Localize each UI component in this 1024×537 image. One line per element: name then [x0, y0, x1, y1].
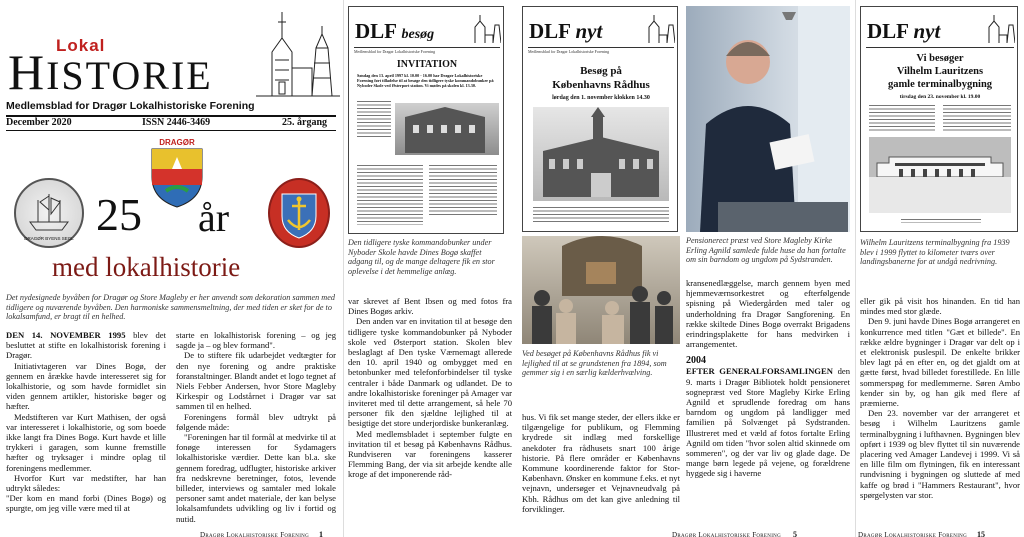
- terminal-photo: [869, 137, 1011, 213]
- caption-raadhus: Ved besøget på Københavns Rådhus fik vi lejlighed til at se grundstenen fra 1894, som gemmer sig i en særlig kælderhvælving.: [522, 349, 667, 378]
- page15-footer: [858, 524, 985, 537]
- page5-col2: [522, 412, 680, 514]
- anniversary-word: år: [198, 195, 230, 240]
- invitation-heading: INVITATION: [396, 59, 458, 70]
- speaker-photo: [686, 6, 850, 232]
- raadhus-visit-photo: [522, 236, 680, 344]
- logo-rest: ISTORIE: [46, 53, 213, 98]
- footer-text: Dragør Lokalhistoriske Forening: [858, 531, 967, 537]
- anchor-icon: [270, 180, 328, 246]
- page-number: 1: [319, 530, 323, 537]
- paragraph: Medstifteren var Kurt Mathisen, der også var interesseret i lokalhistorie, og som boede ikke langt fra Dines Bogø. Kurt havde et lille trykkeri i garagen, som kunne fremstille hæfter og tryksager i mindre oplag til foreningens medlemmer.: [6, 411, 166, 473]
- lead-date: DEN 14. NOVEMBER 1995: [6, 330, 126, 340]
- text-block: [357, 165, 423, 225]
- masthead-subtitle: Medlemsblad for Dragør Lokalhistoriske Forening: [6, 100, 255, 112]
- text-block: [943, 105, 1011, 131]
- newsletter-title: [529, 19, 602, 44]
- volume: 25. årgang: [282, 117, 327, 128]
- paragraph: Foreningens formål blev udtrykt på følgende måde:: [176, 411, 336, 432]
- footer-text: Dragør Lokalhistoriske Forening: [200, 531, 309, 537]
- paragraph: starte en lokalhistorisk forening – og jeg sagde ja – og blev formand".: [176, 330, 336, 351]
- newsletter-title: [355, 19, 434, 44]
- dragor-crest-label: DRAGØR: [159, 138, 195, 147]
- bunker-photo: [395, 103, 499, 155]
- rule: [354, 47, 500, 48]
- page1-col2: [176, 330, 336, 524]
- page-number: 15: [977, 530, 985, 537]
- date-line: lørdag den 1. november klokken 14.30: [552, 95, 650, 101]
- heading-line-1: Besøg på: [580, 65, 622, 77]
- paragraph: "Foreningen har til formål at medvirke til at fonøge interessen for Sydamagers lokalhistoriske værdier. Dette kan bl.a. ske gennem foredrag, udflugter, historiske arkiver fra nedskrevne beretninger, fotos, levende billeder, interviews og samtaler med lokale personer samt andet materiale, der kan belyse lokalsamfundets udvikling og liv i fortid og nutid.: [176, 432, 336, 524]
- paragraph: hus. Vi fik set mange steder, der ellers ikke er tilgængelige for publikum, og Flemming krydrede sit indlæg med forskellige anekdoter fra rådhusets snart 100 årige historie. På flere områder er Københavns Kommune koordinerende faktor for Stor-København. Ønsker en kommune f.eks. et nyt vejnavn, undersøger et Vejnavneudvalg på Kbh. Rådhus om det kan give anledning til forviklinger.: [522, 412, 680, 514]
- title-word: nyt: [913, 19, 941, 43]
- page-15: [856, 0, 1024, 537]
- paragraph: Initiativtageren var Dines Bogø, der gennem en årække havde interesseret sig for lokalhistorie, og som havde formidlet sin viden gennem artikler, historiske bøger og hæfter.: [6, 360, 166, 412]
- newsletter-invitation: [348, 6, 504, 234]
- page-1: [0, 0, 342, 537]
- anniversary-number: 25: [96, 189, 142, 240]
- page5-col1: [348, 296, 512, 480]
- anniversary-subtitle: med lokalhistorie: [52, 252, 241, 282]
- newsletter-terminal: [860, 6, 1018, 232]
- paragraph: kransenedlæggelse, march gennem byen med hjemmeværnsorkestret og efterfølgende spisning på Wiedergården med taler og underholdning fra Dragør Sangforening. En række skiltede Dines Bogø overrakt Brigadens erindringsplakette for hans medvirken i arrangementet.: [686, 278, 850, 350]
- masthead: [6, 8, 338, 98]
- text-block: [533, 207, 669, 223]
- raadhus-photo: [533, 107, 669, 201]
- anchor-crest: [268, 178, 330, 248]
- dlf-text: DLF: [867, 19, 909, 43]
- paragraph: den 9. marts i Dragør Bibliotek holdt pensioneret sognepræst ved Store Magleby Kirke Erling Agnild et sprudlende foredrag om hans barndom og ungdom på landligger med familien på Solvænget på Sydstranden. Illustreret med et væld af fotos fortalte Erling Agnild om tiden "hvor solen altid skinnede om sommeren", og der var liv og glade dage. De mange børn legede på vejene, og forældrene hyggede sig i haverne: [686, 366, 850, 479]
- newsletter-title: [867, 19, 940, 44]
- heading-line-2: Vilhelm Lauritzens: [896, 66, 984, 77]
- text-block: [901, 219, 981, 223]
- paragraph: De to stiftere fik udarbejdet vedtægter for den nye forening og andre praktiske foranstaltninger. Blandt andet et logo tegnet af Niels Febber Andersen, hvor Store Magleby Kirkespir og Lodstårnet i Dragør var sat sammen til en helhed.: [176, 350, 336, 412]
- heading-line-3: gamle terminalbygning: [887, 79, 993, 90]
- seal-text: DRAGØR BYENS SEGL: [24, 236, 74, 241]
- intro-caption: Det nydesignede byvåben for Dragør og Store Magleby er her anvendt som dekoration sammen med tidligere og nuværende byvåben. Den harmoniske sammensmeltning, der med tiden er sket for de to lokalsamfund, er bragt til en helhed.: [6, 293, 335, 322]
- church-tower-icon: [252, 8, 344, 100]
- newsletter-subtitle: Medlemsblad for Dragør Lokalhistoriske Forening: [354, 49, 436, 54]
- page15-col: [860, 296, 1020, 500]
- heading-line-1: Vi besøger: [916, 53, 964, 64]
- newsletter-raadhus: [522, 6, 678, 232]
- caption-terminal: Wilhelm Lauritzens terminalbygning fra 1939 blev i 1999 flyttet to kilometer tværs over landingsbanerne for at undgå nedrivning.: [860, 238, 1010, 267]
- page1-col1: [6, 330, 166, 514]
- issue-date: December 2020: [6, 117, 72, 128]
- church-icon: [983, 13, 1015, 45]
- paragraph: Den 23. november var der arrangeret et besøg i Wilhelm Lauritzens gamle terminalbygning i lufthavnen. Bygningen blev opført i 1939 og blev flyttet til sin nuværende placering ved Amager Landevej i 1999. Vi så en lille film om flytningen, fik en interessant rundvisning i bygningen og sluttede af med kaffe og brød i "Hammers Restaurant", hvor spørgelysten var stor.: [860, 408, 1020, 500]
- page5-col3: [686, 278, 850, 479]
- title-word: besøg: [401, 27, 435, 42]
- section-lead: EFTER GENERALFORSAMLINGEN: [686, 366, 833, 377]
- invitation-body: Søndag den 13. april 1997 kl. 10.00 - 16.00 har Dragør Lokalhistoriske Forening ført tilladelse til at besøge den tidligere tyske kommandobunker på Nyboder Skole ved Østerport station. Vi mødes på skolen kl. 13.30.: [357, 73, 494, 88]
- church-icon: [643, 13, 675, 45]
- newsletter-subtitle: Medlemsblad for Dragør Lokalhistoriske Forening: [528, 49, 610, 54]
- footer-text: Dragør Lokalhistoriske Forening: [672, 531, 781, 537]
- page-number: 5: [793, 530, 797, 537]
- page-5: [344, 0, 854, 537]
- rule: [866, 47, 1014, 48]
- dlf-text: DLF: [529, 19, 571, 43]
- text-block: [869, 105, 935, 131]
- paragraph: Med medlemsbladet i september fulgte en invitation til et besøg på Københavns Rådhus. Rundviseren var foreningens kasserer Flemming Bang, der via sit arbejde kendte alle kroge af det imponerende råd-: [348, 428, 512, 480]
- title-word: nyt: [575, 19, 603, 43]
- issn: ISSN 2446-3469: [142, 117, 211, 128]
- caption-speaker: Pensionerect præst ved Store Magleby Kirke Erling Agnild samlede fulde huse da han fortalte om sin barndom og ungdom på Sydstranden.: [686, 236, 846, 265]
- text-block: [357, 101, 391, 139]
- dlf-text: DLF: [355, 19, 397, 43]
- paragraph: Den 9. juni havde Dines Bogø arrangeret en konkurrence med titlen "Gæt et billede". En række ældre bygninger i Dragør var delt op i et elektronisk puslespil. De enkelte brikker blev lagt på en efter en, og det gjaldt om at gætte først, hvad billedet forestillede. En lille sommerspøg for medlemmerne. Søren Ambo kender sin by, og han gik med flere af præmierne.: [860, 316, 1020, 409]
- masthead-rule-2: [6, 130, 336, 131]
- paragraph: Den anden var en invitation til at besøge den tidligere tyske kommandobunker på Nyboder skole ved Østerport station. Skolen blev beslaglagt af Den tyske Værnemagt allerede den 10. april 1940 og ombygget med en betonbunker med telefonforbindelser til tyske centraler i både Danmark og udlandet. De to andre lokalhistoriske foreninger på Amager var inviteret med til dette arrangement, så hele 70 personer fik den sjældne lejlighed til at besigtige det store underjordiske bunkeranlæg.: [348, 316, 512, 429]
- paragraph: Hvorfor Kurt var medstifter, har han udtrykt således:: [6, 472, 166, 494]
- heading-line-2: Københavns Rådhus: [552, 79, 650, 91]
- paragraph: var skrevet af Bent Ibsen og med fotos fra Dines Bogøs arkiv.: [348, 296, 512, 317]
- paragraph: "Der kom en mand forbi (Dines Bogø) og spurgte, om jeg ville være med til at: [6, 493, 166, 514]
- logo-lokal: Lokal: [56, 36, 106, 55]
- logo-initial: H: [8, 44, 47, 100]
- text-block: [429, 165, 497, 217]
- section-year: 2004: [686, 355, 706, 367]
- caption-bunker: Den tidligere tyske kommandobunker under Nyboder Skole havde Dines Bogø skaffet adgang til, og de mange deltagere fik en stor oplevelse i det hemmelige anlæg.: [348, 238, 495, 276]
- seal-badge: [14, 178, 84, 248]
- church-icon: [469, 13, 501, 45]
- paragraph: blev det besluttet at stifte en lokalhistorisk forening i Dragør.: [6, 330, 166, 361]
- paragraph: eller gik på visit hos hinanden. En tid han mindes med stor glæde.: [860, 296, 1020, 317]
- page1-footer: [200, 524, 323, 537]
- date-line: tirsdag den 23. november kl. 19.00: [899, 94, 981, 100]
- rule: [528, 47, 674, 48]
- page5-footer: [672, 524, 797, 537]
